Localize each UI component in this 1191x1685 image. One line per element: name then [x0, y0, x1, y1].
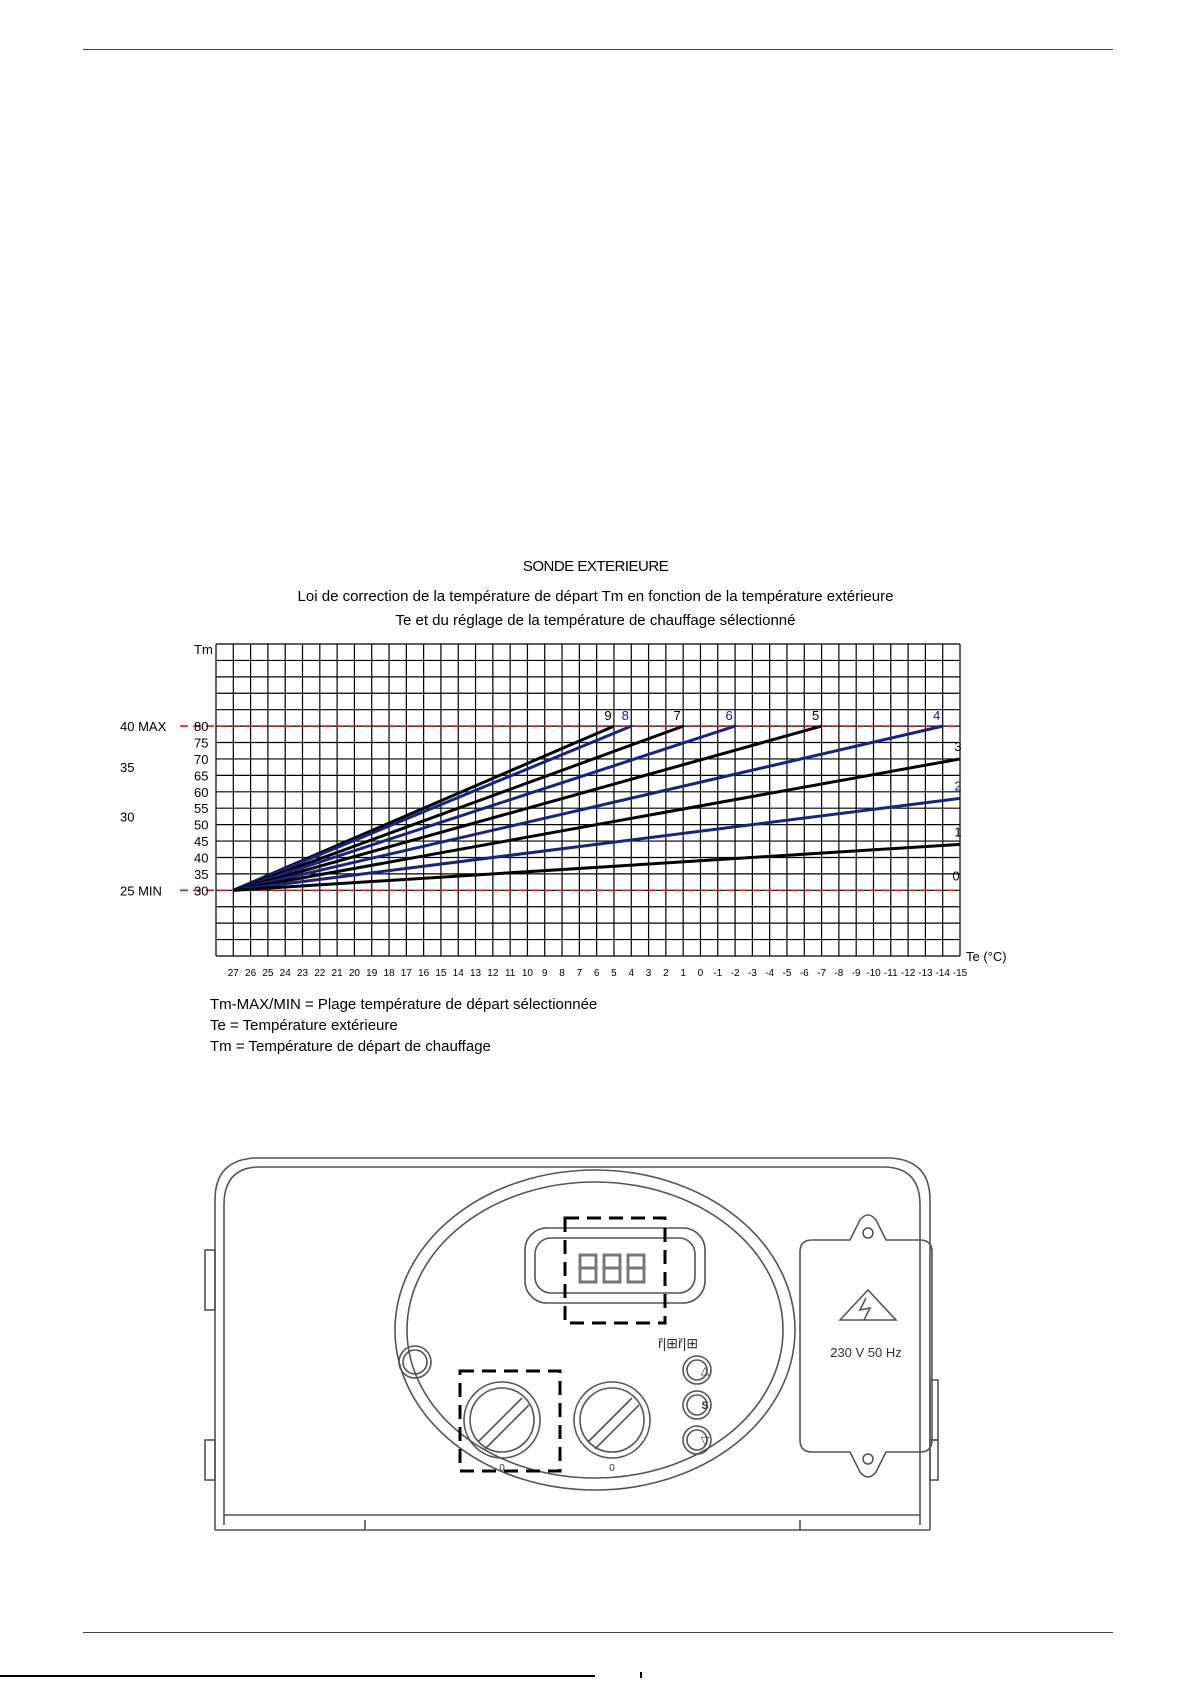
x-tick-label: 8	[559, 968, 565, 979]
x-tick-label: 14	[452, 968, 464, 979]
chart-subtitle-line-2: Te et du réglage de la température de chauffage sélectionné	[395, 612, 796, 629]
x-tick-label: 22	[314, 968, 326, 979]
series-label-4: 4	[933, 708, 941, 724]
y-tick-label: 75	[194, 735, 209, 751]
x-tick-label: 27	[227, 968, 239, 979]
knob-left-ring	[464, 1382, 540, 1458]
series-label-9: 9	[604, 708, 612, 724]
button-up-label: △	[700, 1365, 710, 1377]
y-tick-label: 70	[194, 751, 209, 767]
series-label-6: 6	[725, 708, 733, 724]
lightning-warning-icon	[840, 1290, 896, 1320]
series-label-0: 0	[952, 868, 960, 884]
y-tick-label: 45	[194, 834, 209, 850]
x-tick-label: 1	[680, 968, 686, 979]
x-axis-label: Te (°C)	[966, 949, 1007, 964]
left-range-label: 35	[120, 760, 135, 776]
x-tick-label: -4	[765, 968, 775, 979]
series-label-2: 2	[954, 778, 962, 794]
series-label-7: 7	[673, 708, 681, 724]
knob-left	[470, 1388, 534, 1452]
x-tick-label: 20	[348, 968, 360, 979]
legend-line-2: Te = Température extérieure	[210, 1017, 398, 1034]
x-tick-label: -8	[834, 968, 844, 979]
x-tick-label: -9	[851, 968, 861, 979]
x-tick-label: 18	[383, 968, 395, 979]
housing-inner-outline	[224, 1167, 920, 1525]
knob-left-zero-label: 0	[499, 1463, 505, 1474]
x-tick-label: -5	[782, 968, 792, 979]
left-range-label: 40 MAX	[120, 719, 167, 735]
x-tick-label: 19	[366, 968, 378, 979]
x-tick-label: -1	[713, 968, 723, 979]
chart-subtitle-line-1: Loi de correction de la température de départ Tm en fonction de la température extérieure	[297, 588, 894, 605]
x-tick-label: -2	[730, 968, 740, 979]
left-range-label: 30	[120, 809, 135, 825]
knob-right-ring	[574, 1382, 650, 1458]
x-tick-label: 25	[262, 968, 274, 979]
x-tick-label: 15	[435, 968, 447, 979]
x-tick-label: 4	[628, 968, 635, 979]
x-tick-label: 2	[663, 968, 669, 979]
x-tick-label: -15	[952, 968, 968, 979]
footer-line	[0, 1675, 595, 1677]
x-tick-label: -12	[900, 968, 916, 979]
y-tick-label: 55	[194, 801, 209, 817]
x-tick-label: 24	[279, 968, 291, 979]
x-tick-label: 0	[697, 968, 704, 979]
seven-segment-display	[580, 1255, 644, 1282]
x-tick-label: -6	[799, 968, 809, 979]
display-window	[525, 1228, 705, 1303]
series-label-1: 1	[954, 824, 962, 840]
button-s-label: S	[701, 1400, 709, 1412]
footer-tick	[640, 1672, 642, 1678]
panel-top-symbols: ř|⊞ř|⊞	[658, 1335, 699, 1351]
x-tick-label: 26	[245, 968, 257, 979]
x-tick-label: 17	[400, 968, 412, 979]
housing-outline	[215, 1158, 930, 1530]
x-tick-label: 11	[504, 968, 516, 979]
x-tick-label: 13	[469, 968, 482, 979]
voltage-label: 230 V 50 Hz	[830, 1345, 902, 1360]
x-tick-label: -13	[918, 968, 933, 979]
series-label-3: 3	[954, 738, 962, 754]
x-tick-label: 9	[541, 968, 548, 979]
y-tick-label: 30	[194, 883, 209, 899]
x-tick-label: -14	[935, 968, 950, 979]
knob-right	[580, 1388, 644, 1452]
x-tick-label: -3	[747, 968, 757, 979]
series-label-8: 8	[621, 708, 629, 724]
y-tick-label: 80	[194, 719, 209, 735]
x-tick-label: -7	[817, 968, 827, 979]
legend-line-1: Tm-MAX/MIN = Plage température de départ sélectionnée	[210, 996, 598, 1013]
x-tick-label: 3	[645, 968, 652, 979]
knob-right-zero-label: 0	[609, 1463, 615, 1474]
x-tick-label: 16	[418, 968, 430, 979]
x-tick-label: 10	[521, 968, 534, 979]
y-tick-label: 35	[194, 866, 209, 882]
left-range-label: 25 MIN	[120, 883, 162, 899]
footer-rule	[83, 1632, 1113, 1633]
control-oval-inner	[407, 1182, 783, 1478]
button-down-label: ▽	[700, 1435, 710, 1447]
y-tick-label: 60	[194, 784, 209, 800]
x-tick-label: 23	[296, 968, 309, 979]
x-tick-label: 5	[611, 968, 617, 979]
x-tick-label: -11	[883, 968, 898, 979]
y-axis-label: Tm	[194, 642, 213, 657]
y-tick-label: 65	[194, 768, 209, 784]
series-label-5: 5	[811, 708, 820, 724]
legend-line-3: Tm = Température de départ de chauffage	[210, 1038, 491, 1055]
x-tick-label: 12	[487, 968, 499, 979]
x-tick-label: 7	[576, 968, 583, 979]
x-tick-label: 21	[331, 968, 343, 979]
x-tick-label: 6	[593, 968, 600, 979]
x-tick-label: -10	[866, 968, 881, 979]
y-tick-label: 40	[194, 850, 209, 866]
knob-highlight-box	[460, 1371, 560, 1471]
chart-title: SONDE EXTERIEURE	[522, 558, 669, 575]
y-tick-label: 50	[194, 817, 209, 833]
